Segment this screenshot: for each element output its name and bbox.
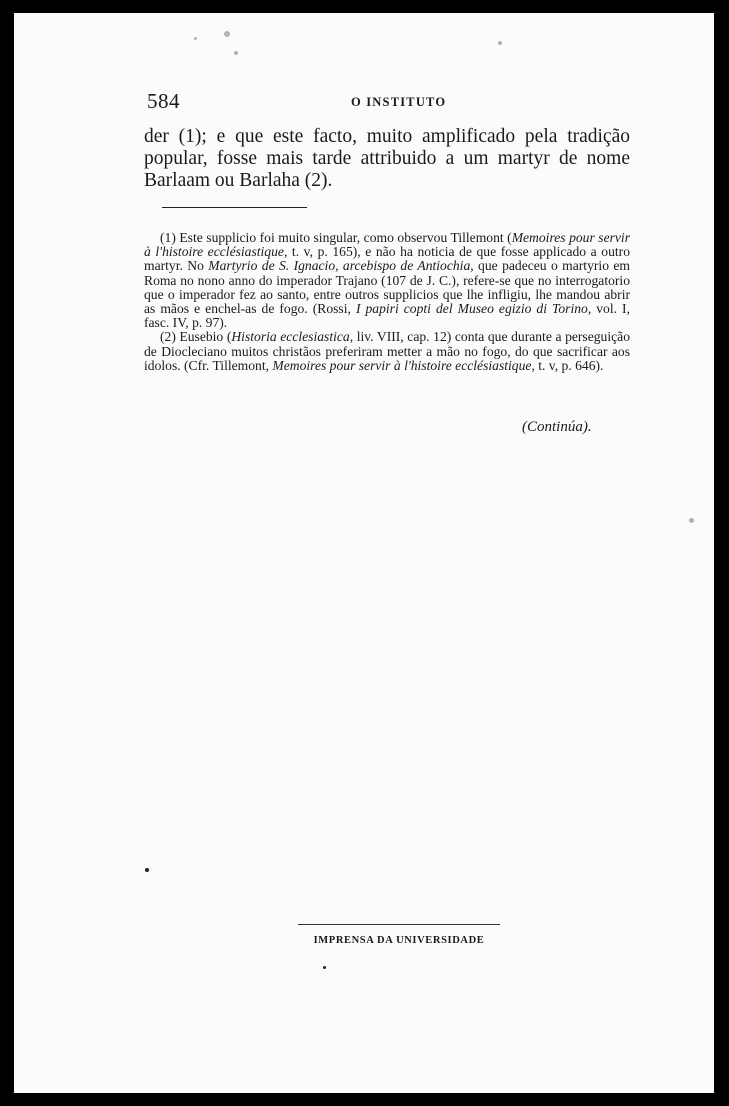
body-paragraph: der (1); e que este facto, muito amplificado pela tradição popular, fosse mais tarde attribuido a um martyr de nome Barlaam ou Barlaha (2). [144,126,630,191]
footnote-2 [144,330,630,373]
footnote-1-text: , t. v, p. 165), e não ha noticia de que fosse applicado a outro martyr. No [144,244,630,274]
footnote-2-work-title: Memoires pour servir à l'histoire ecclésiastique [272,357,532,373]
footnote-1-text: , que padeceu o martyrio em Roma no nono anno do imperador Trajano (107 de J. C.), refere-se que no interrogatorio que o imperador fez ao santo, entre outros supplicios que lhe infligiu, lhe mandou abrir as mãos e enchel-as de fogo. (Rossi, [144,258,630,317]
footnote-1-work-title: I papiri copti del Museo egizio di Torino [355,301,588,317]
footnotes [144,231,630,373]
paper-speck [194,37,197,40]
printer-dot [145,868,149,872]
document-page [14,13,714,1093]
page-number: 584 [147,89,180,113]
imprint-rule [298,924,500,925]
footnote-2-text: , t. v, p. 646). [531,357,604,373]
paper-speck [224,31,230,37]
footnote-separator [162,207,307,208]
paper-speck [498,41,502,45]
paper-speck [689,518,694,523]
footnote-2-text: , liv. VIII, cap. 12) conta que durante a perseguição de Diocleciano muitos christãos preferiram metter a mão no fogo, do que sacrificar aos idolos. (Cfr. Tillemont, [144,329,630,373]
paper-speck [234,51,238,55]
footnote-1-work-title: Memoires pour servir à l'histoire ecclésiastique [144,230,630,260]
running-title: O INSTITUTO [351,95,447,109]
footnote-1-text: (1) Este supplicio foi muito singular, como observou Tillemont ( [160,230,512,245]
footnote-1-work-title: Martyrio de S. Ignacio, arcebispo de Antiochia [208,258,471,274]
printer-dot [323,966,326,969]
footnote-1 [144,231,630,330]
continuation-note: (Continúa). [522,419,592,435]
footnote-2-work-title: Historia ecclesiastica [231,329,350,345]
footnote-1-text: , vol. I, fasc. IV, p. 97). [144,301,630,331]
imprint: IMPRENSA DA UNIVERSIDADE [313,935,485,946]
footnote-2-text: (2) Eusebio ( [160,329,232,345]
